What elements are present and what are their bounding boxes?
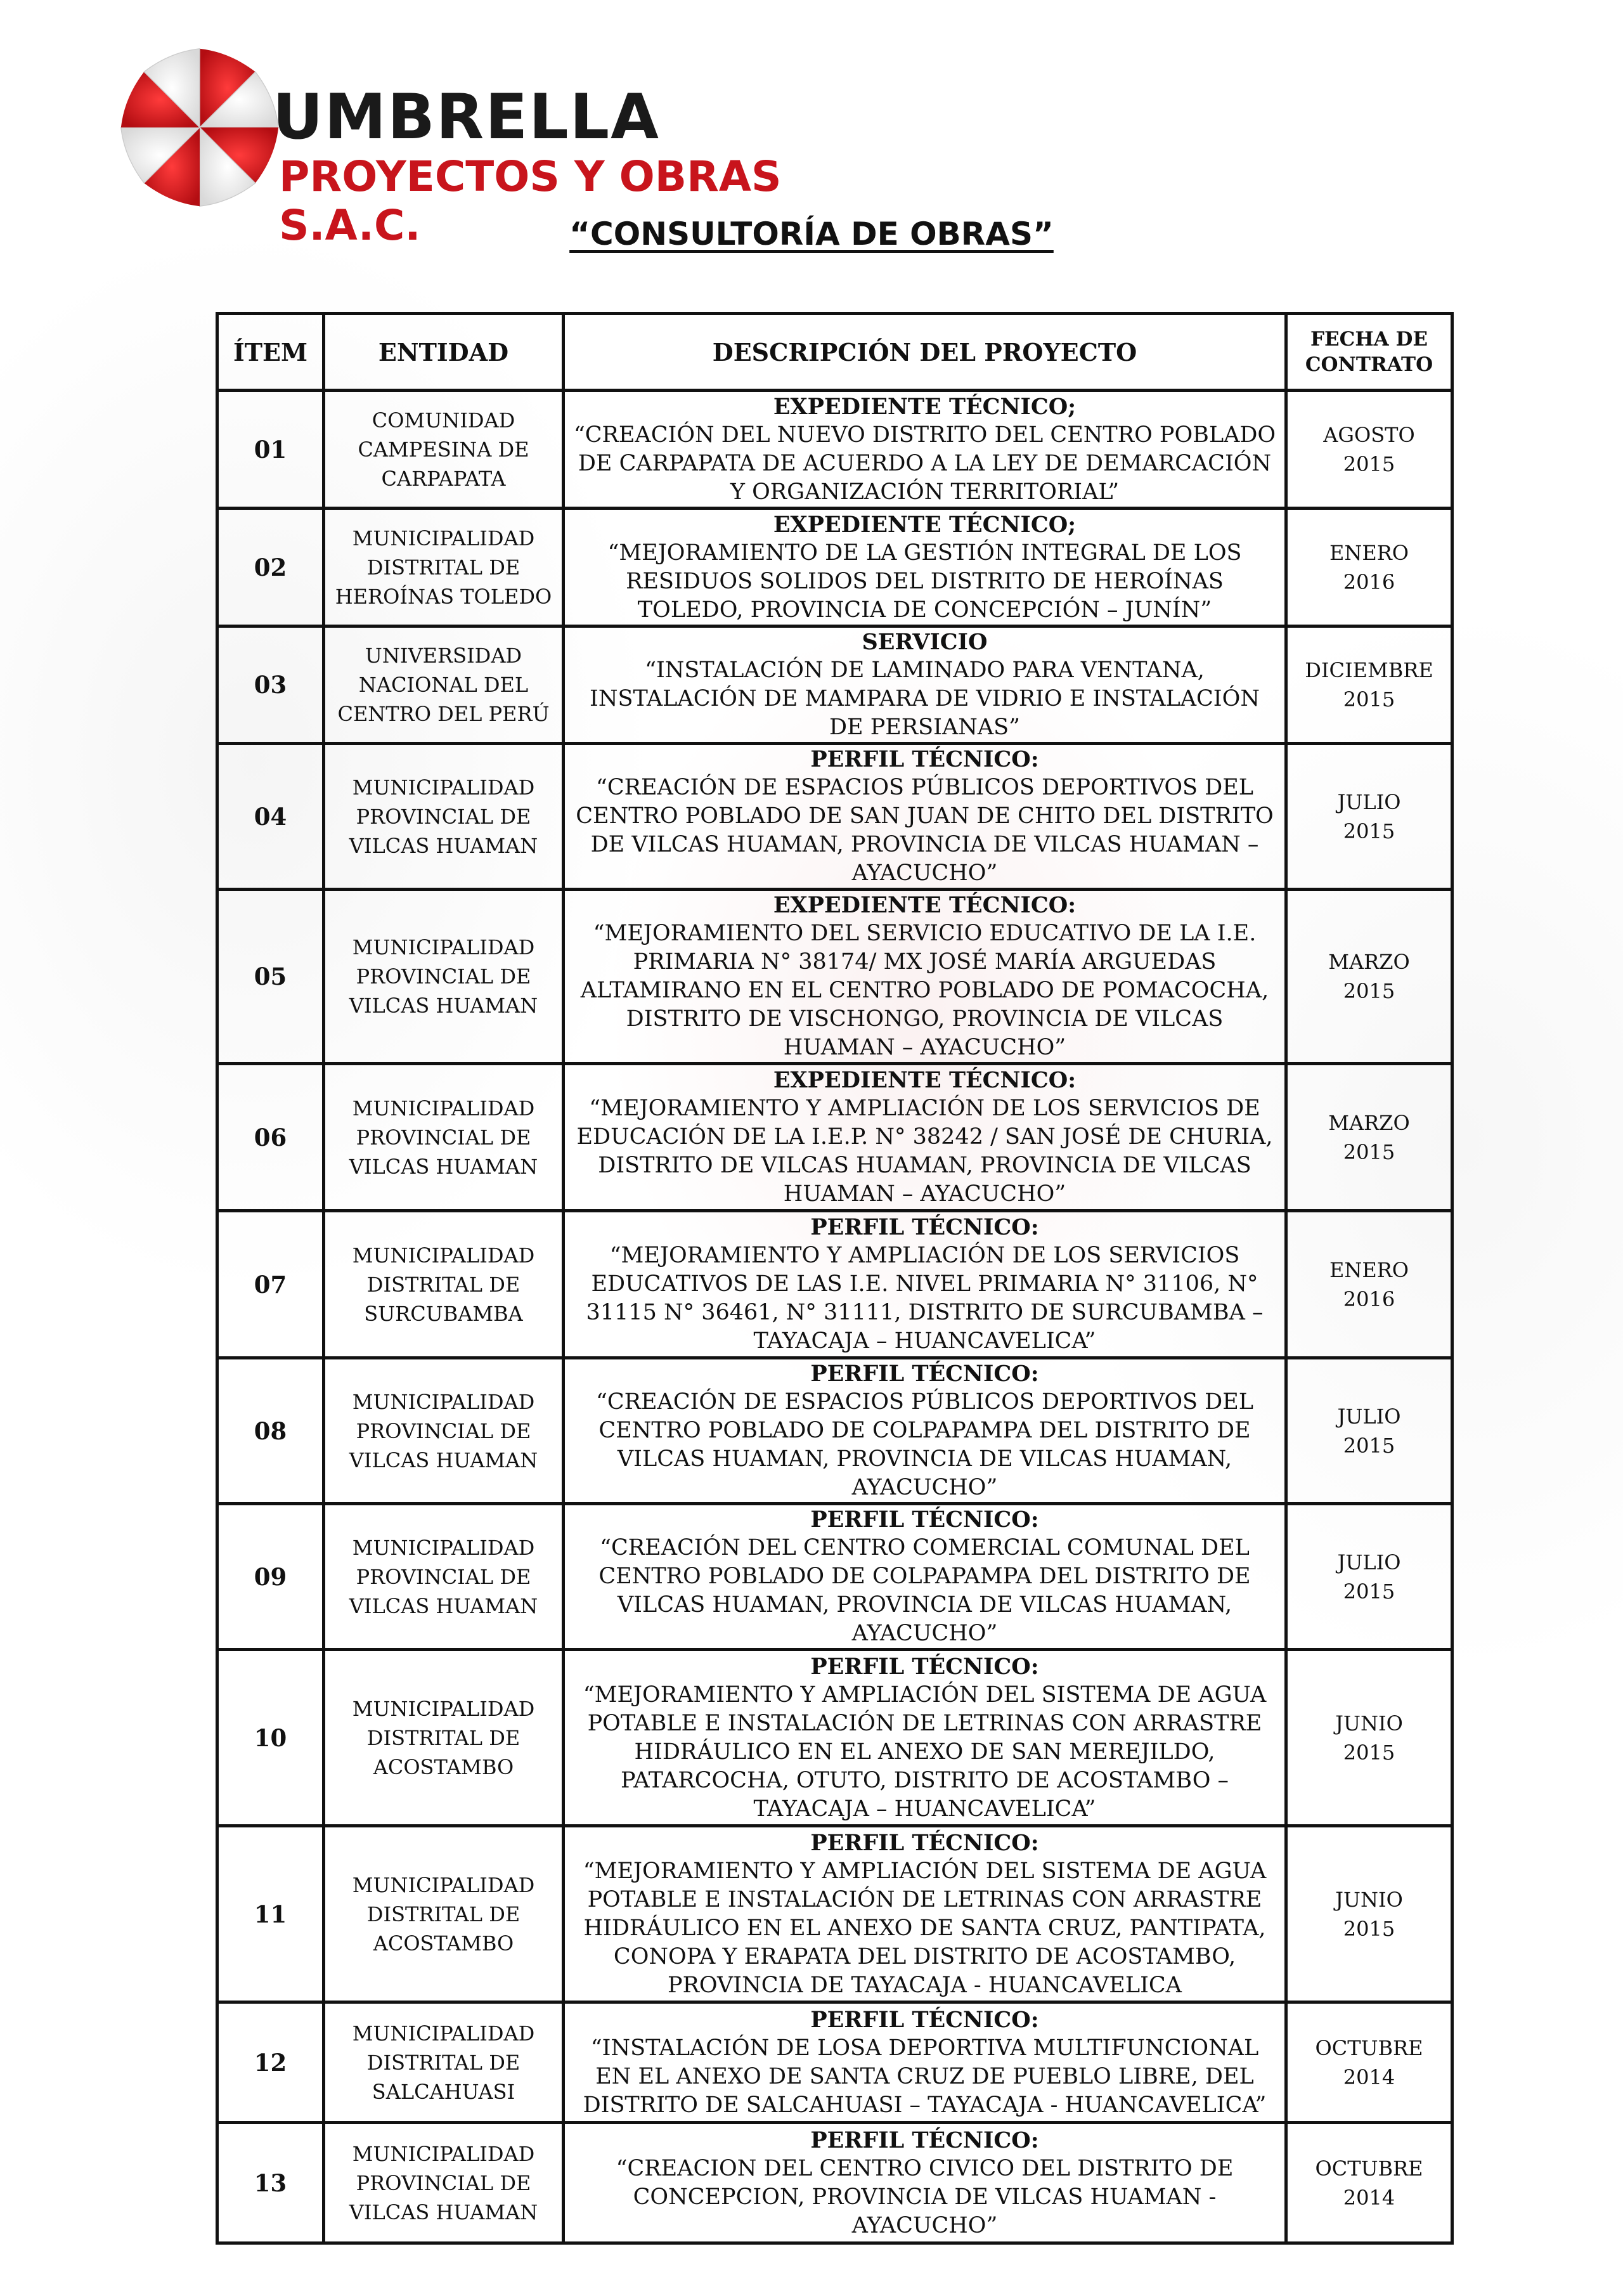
cell-descripcion — [564, 744, 1286, 890]
project-type: PERFIL TÉCNICO: — [810, 2006, 1039, 2033]
cell-entidad: UNIVERSIDAD NACIONAL DEL CENTRO DEL PERÚ — [324, 626, 564, 744]
cell-item: 10 — [217, 1650, 324, 1826]
table-row — [217, 391, 1452, 509]
cell-item: 07 — [217, 1211, 324, 1358]
cell-fecha — [1286, 2002, 1452, 2123]
brand-name: UMBRELLA — [273, 81, 660, 153]
cell-item: 13 — [217, 2123, 324, 2243]
table-row — [217, 2002, 1452, 2123]
project-description: “MEJORAMIENTO DE LA GESTIÓN INTEGRAL DE LOS RESIDUOS SOLIDOS DEL DISTRITO DE HEROÍNAS TOLEDO, PROVINCIA DE CONCEPCIÓN – JUNÍN” — [607, 540, 1242, 623]
cell-item: 06 — [217, 1064, 324, 1211]
contract-month: JUNIO — [1335, 1887, 1403, 1912]
cell-item: 05 — [217, 890, 324, 1064]
contract-year: 2015 — [1343, 1916, 1395, 1941]
document-title-text: “CONSULTORÍA DE OBRAS” — [569, 216, 1054, 252]
header-item: ÍTEM — [217, 314, 324, 391]
contract-month: ENERO — [1329, 1257, 1409, 1282]
project-description: “INSTALACIÓN DE LOSA DEPORTIVA MULTIFUNCIONAL EN EL ANEXO DE SANTA CRUZ DE PUEBLO LIBRE, DEL DISTRITO DE SALCAHUASI – TAYACAJA - HUANCAVELICA” — [583, 2035, 1267, 2118]
project-description: “INSTALACIÓN DE LAMINADO PARA VENTANA, INSTALACIÓN DE MAMPARA DE VIDRIO E INSTALACIÓN DE PERSIANAS” — [590, 658, 1260, 740]
contract-month: JULIO — [1337, 789, 1401, 814]
brand-subtitle: PROYECTOS Y OBRAS S.A.C. — [279, 152, 782, 250]
contract-month: OCTUBRE — [1315, 2156, 1423, 2181]
project-type: PERFIL TÉCNICO: — [810, 1361, 1039, 1387]
contract-year: 2014 — [1343, 2065, 1395, 2089]
cell-fecha — [1286, 1504, 1452, 1650]
cell-descripcion — [564, 2123, 1286, 2243]
project-description: “MEJORAMIENTO Y AMPLIACIÓN DEL SISTEMA DE AGUA POTABLE E INSTALACIÓN DE LETRINAS CON ARRASTRE HIDRÁULICO EN EL ANEXO DE SANTA CRUZ, PANTIPATA, CONOPA Y ERAPATA DEL DISTRITO DE ACOSTAMBO, PROVINCIA DE TAYACAJA - HUANCAVELICA — [583, 1858, 1267, 1998]
project-description: “CREACION DEL CENTRO CIVICO DEL DISTRITO DE CONCEPCION, PROVINCIA DE VILCAS HUAMAN - AYACUCHO” — [616, 2155, 1234, 2238]
project-type: PERFIL TÉCNICO: — [810, 746, 1039, 772]
project-description: “MEJORAMIENTO DEL SERVICIO EDUCATIVO DE LA I.E. PRIMARIA N° 38174/ MX JOSÉ MARÍA ARGUEDAS ALTAMIRANO EN EL CENTRO POBLADO DE POMACOCHA, DISTRITO DE VISCHONGO, PROVINCIA DE VILCAS HUAMAN – AYACUCHO” — [580, 921, 1269, 1060]
cell-item: 03 — [217, 626, 324, 744]
contract-month: JUNIO — [1335, 1711, 1403, 1735]
cell-descripcion — [564, 626, 1286, 744]
cell-fecha — [1286, 1826, 1452, 2002]
cell-item: 04 — [217, 744, 324, 890]
table-row — [217, 1211, 1452, 1358]
contract-year: 2014 — [1343, 2185, 1395, 2210]
contract-year: 2016 — [1343, 569, 1395, 594]
project-description: “MEJORAMIENTO Y AMPLIACIÓN DE LOS SERVICIOS DE EDUCACIÓN DE LA I.E.P. N° 38242 / SAN JOSÉ DE CHURIA, DISTRITO DE VILCAS HUAMAN, PROVINCIA DE VILCAS HUAMAN – AYACUCHO” — [576, 1096, 1273, 1207]
contract-year: 2015 — [1343, 979, 1395, 1003]
contract-year: 2015 — [1343, 687, 1395, 711]
cell-item: 02 — [217, 509, 324, 626]
project-description: “CREACIÓN DE ESPACIOS PÚBLICOS DEPORTIVOS DEL CENTRO POBLADO DE COLPAPAMPA DEL DISTRITO DE VILCAS HUAMAN, PROVINCIA DE VILCAS HUAMAN, AYACUCHO” — [595, 1389, 1254, 1500]
cell-descripcion — [564, 1358, 1286, 1504]
project-type: PERFIL TÉCNICO: — [810, 1653, 1039, 1680]
cell-entidad: MUNICIPALIDAD PROVINCIAL DE VILCAS HUAMAN — [324, 890, 564, 1064]
cell-item: 08 — [217, 1358, 324, 1504]
contract-year: 2015 — [1343, 451, 1395, 476]
cell-fecha — [1286, 1358, 1452, 1504]
table-row — [217, 744, 1452, 890]
table-row — [217, 1064, 1452, 1211]
project-type: EXPEDIENTE TÉCNICO; — [773, 393, 1077, 420]
project-description: “MEJORAMIENTO Y AMPLIACIÓN DEL SISTEMA DE AGUA POTABLE E INSTALACIÓN DE LETRINAS CON ARRASTRE HIDRÁULICO EN EL ANEXO DE SAN MEREJILDO, PATARCOCHA, OTUTO, DISTRITO DE ACOSTAMBO – TAYACAJA – HUANCAVELICA” — [583, 1682, 1267, 1822]
project-description: “CREACIÓN DEL CENTRO COMERCIAL COMUNAL DEL CENTRO POBLADO DE COLPAPAMPA DEL DISTRITO DE VILCAS HUAMAN, PROVINCIA DE VILCAS HUAMAN, AYACUCHO” — [598, 1535, 1251, 1646]
cell-fecha — [1286, 391, 1452, 509]
cell-entidad: MUNICIPALIDAD PROVINCIAL DE VILCAS HUAMAN — [324, 744, 564, 890]
header-fecha: FECHA DE CONTRATO — [1286, 314, 1452, 391]
table-row — [217, 890, 1452, 1064]
table-row — [217, 509, 1452, 626]
cell-fecha — [1286, 2123, 1452, 2243]
project-type: PERFIL TÉCNICO: — [810, 1214, 1039, 1240]
cell-fecha — [1286, 744, 1452, 890]
cell-entidad: MUNICIPALIDAD DISTRITAL DE HEROÍNAS TOLEDO — [324, 509, 564, 626]
cell-entidad: MUNICIPALIDAD DISTRITAL DE ACOSTAMBO — [324, 1650, 564, 1826]
cell-item: 11 — [217, 1826, 324, 2002]
table-row — [217, 1826, 1452, 2002]
cell-entidad: COMUNIDAD CAMPESINA DE CARPAPATA — [324, 391, 564, 509]
table-row — [217, 1358, 1452, 1504]
cell-fecha — [1286, 1211, 1452, 1358]
project-type: EXPEDIENTE TÉCNICO: — [773, 1067, 1077, 1093]
contract-month: JULIO — [1337, 1404, 1401, 1429]
umbrella-logo-icon — [108, 42, 292, 213]
contract-year: 2015 — [1343, 819, 1395, 843]
cell-item: 12 — [217, 2002, 324, 2123]
cell-fecha — [1286, 1064, 1452, 1211]
table-row — [217, 2123, 1452, 2243]
table-row — [217, 1504, 1452, 1650]
cell-entidad: MUNICIPALIDAD DISTRITAL DE ACOSTAMBO — [324, 1826, 564, 2002]
project-description: “CREACIÓN DEL NUEVO DISTRITO DEL CENTRO POBLADO DE CARPAPATA DE ACUERDO A LA LEY DE DEMARCACIÓN Y ORGANIZACIÓN TERRITORIAL” — [573, 422, 1276, 505]
cell-fecha — [1286, 626, 1452, 744]
project-type: SERVICIO — [862, 629, 988, 655]
projects-table — [216, 312, 1454, 2245]
cell-descripcion — [564, 1211, 1286, 1358]
cell-item: 09 — [217, 1504, 324, 1650]
contract-month: JULIO — [1337, 1550, 1401, 1574]
contract-month: AGOSTO — [1323, 422, 1415, 447]
project-type: PERFIL TÉCNICO: — [810, 1507, 1039, 1533]
cell-descripcion — [564, 1504, 1286, 1650]
contract-month: ENERO — [1329, 540, 1409, 565]
cell-item: 01 — [217, 391, 324, 509]
table-header-row — [217, 314, 1452, 391]
project-type: EXPEDIENTE TÉCNICO: — [773, 892, 1077, 918]
cell-descripcion — [564, 890, 1286, 1064]
cell-descripcion — [564, 391, 1286, 509]
cell-entidad: MUNICIPALIDAD PROVINCIAL DE VILCAS HUAMAN — [324, 1064, 564, 1211]
cell-entidad: MUNICIPALIDAD DISTRITAL DE SURCUBAMBA — [324, 1211, 564, 1358]
project-type: EXPEDIENTE TÉCNICO; — [773, 511, 1077, 538]
project-description: “MEJORAMIENTO Y AMPLIACIÓN DE LOS SERVICIOS EDUCATIVOS DE LAS I.E. NIVEL PRIMARIA N° 31106, N° 31115 N° 36461, N° 31111, DISTRITO DE SURCUBAMBA – TAYACAJA – HUANCAVELICA” — [586, 1243, 1264, 1354]
header-descripcion: DESCRIPCIÓN DEL PROYECTO — [564, 314, 1286, 391]
contract-year: 2015 — [1343, 1579, 1395, 1604]
contract-year: 2015 — [1343, 1433, 1395, 1458]
contract-year: 2016 — [1343, 1287, 1395, 1311]
cell-descripcion — [564, 1826, 1286, 2002]
table-row — [217, 626, 1452, 744]
contract-month: MARZO — [1328, 950, 1410, 974]
cell-descripcion — [564, 1650, 1286, 1826]
cell-descripcion — [564, 509, 1286, 626]
contract-month: DICIEMBRE — [1305, 658, 1433, 682]
contract-month: OCTUBRE — [1315, 2035, 1423, 2060]
cell-fecha — [1286, 890, 1452, 1064]
contract-month: MARZO — [1328, 1110, 1410, 1135]
cell-entidad: MUNICIPALIDAD PROVINCIAL DE VILCAS HUAMAN — [324, 2123, 564, 2243]
cell-fecha — [1286, 1650, 1452, 1826]
project-type: PERFIL TÉCNICO: — [810, 1829, 1039, 1856]
cell-descripcion — [564, 2002, 1286, 2123]
document-title — [0, 216, 1623, 252]
contract-year: 2015 — [1343, 1139, 1395, 1164]
cell-descripcion — [564, 1064, 1286, 1211]
project-description: “CREACIÓN DE ESPACIOS PÚBLICOS DEPORTIVOS DEL CENTRO POBLADO DE SAN JUAN DE CHITO DEL DISTRITO DE VILCAS HUAMAN, PROVINCIA DE VILCAS HUAMAN – AYACUCHO” — [576, 775, 1274, 886]
cell-entidad: MUNICIPALIDAD PROVINCIAL DE VILCAS HUAMAN — [324, 1358, 564, 1504]
table-row — [217, 1650, 1452, 1826]
contract-year: 2015 — [1343, 1740, 1395, 1765]
project-type: PERFIL TÉCNICO: — [810, 2127, 1039, 2153]
cell-fecha — [1286, 509, 1452, 626]
header-entidad: ENTIDAD — [324, 314, 564, 391]
cell-entidad: MUNICIPALIDAD DISTRITAL DE SALCAHUASI — [324, 2002, 564, 2123]
cell-entidad: MUNICIPALIDAD PROVINCIAL DE VILCAS HUAMAN — [324, 1504, 564, 1650]
